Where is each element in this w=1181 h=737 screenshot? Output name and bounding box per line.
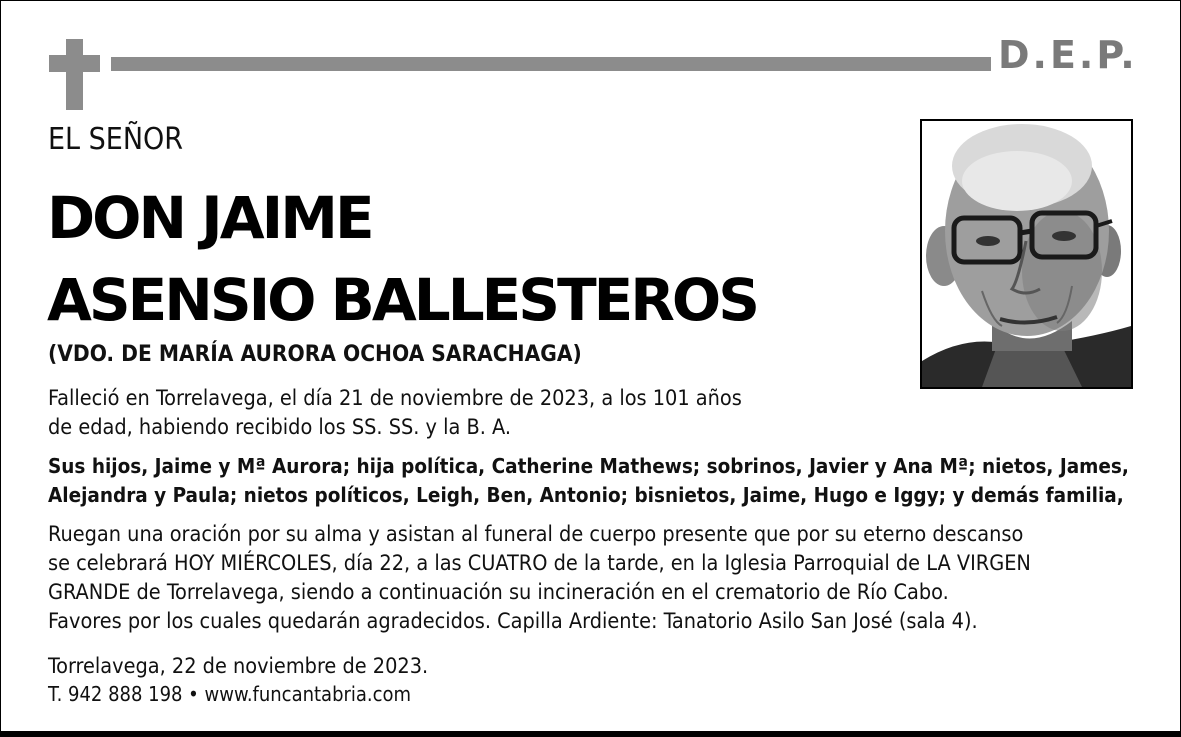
portrait-photo [920,119,1133,389]
contact-line: T. 942 888 198 • www.funcantabria.com [48,682,412,706]
death-line-2: de edad, habiendo recibido los SS. SS. y la B. A. [48,415,512,440]
funeral-paragraph [48,520,1031,636]
honorific-prefix: EL SEÑOR [48,122,184,157]
widow-of-line: (VDO. DE MARÍA AURORA OCHOA SARACHAGA) [48,341,582,367]
death-paragraph [48,384,742,442]
bottom-border [1,731,1180,736]
funeral-line-3: GRANDE de Torrelavega, siendo a continuación su incineración en el crematorio de Río Cabo. [48,580,949,605]
name-line-1: DON JAIME [47,184,372,252]
funeral-line-4: Favores por los cuales quedarán agradecidos. Capilla Ardiente: Tanatorio Asilo San José (sala 4). [48,609,978,634]
dep-label: D.E.P. [998,33,1138,77]
header-rule [111,57,991,71]
funeral-line-2: se celebrará HOY MIÉRCOLES, día 22, a las CUATRO de la tarde, en la Iglesia Parroquial de LA VIRGEN [48,551,1031,576]
family-paragraph [48,452,1129,510]
family-line-2: Alejandra y Paula; nietos políticos, Leigh, Ben, Antonio; bisnietos, Jaime, Hugo e Iggy; y demás familia, [48,483,1124,507]
funeral-line-1: Ruegan una oración por su alma y asistan al funeral de cuerpo presente que por su eterno descanso [48,522,1024,547]
deceased-name [47,177,907,341]
death-line-1: Falleció en Torrelavega, el día 21 de noviembre de 2023, a los 101 años [48,386,742,411]
name-line-2: ASENSIO BALLESTEROS [47,266,757,334]
place-date: Torrelavega, 22 de noviembre de 2023. [48,654,429,679]
family-line-1: Sus hijos, Jaime y Mª Aurora; hija política, Catherine Mathews; sobrinos, Javier y Ana Mª; nietos, James, [48,454,1129,478]
